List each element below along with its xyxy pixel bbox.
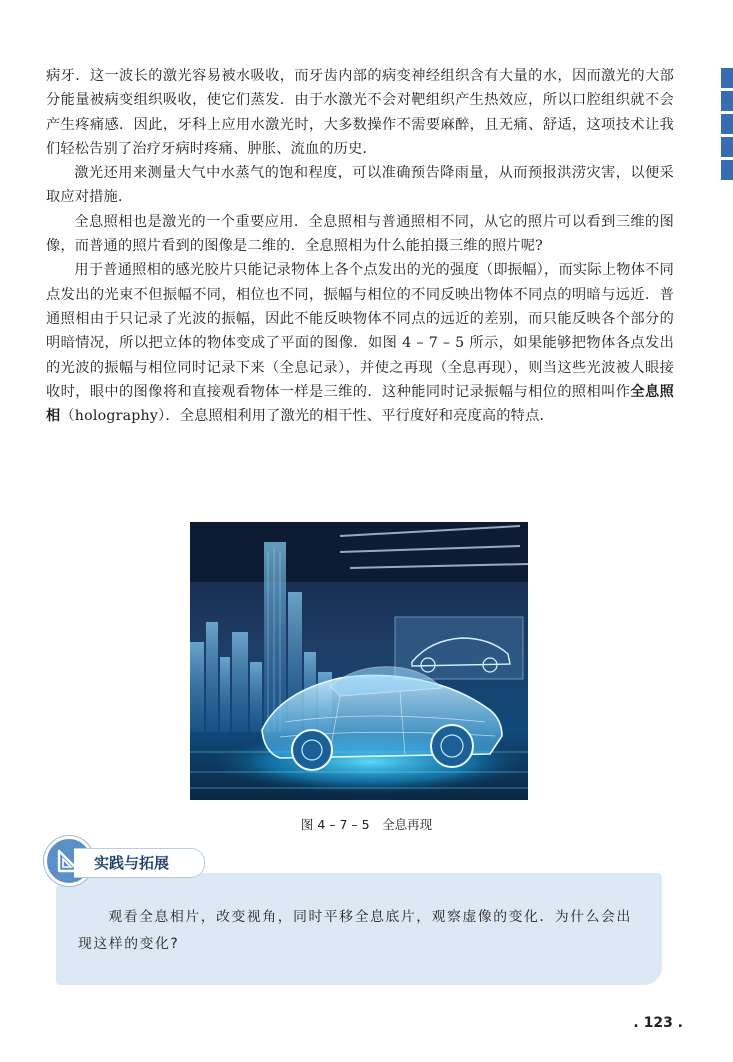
chapter-tab bbox=[721, 91, 733, 111]
figure-caption: 图 4 – 7 – 5 全息再现 bbox=[300, 817, 433, 832]
practice-text bbox=[78, 904, 644, 958]
hologram-car-figure bbox=[190, 522, 528, 800]
paragraph-3: 全息照相也是激光的一个重要应用．全息照相与普通照相不同，从它的照片可以看到三维的图像，而普通的照片看到的图像是二维的．全息照相为什么能拍摄三维的照片呢? bbox=[46, 213, 674, 255]
hologram-illustration bbox=[190, 522, 528, 800]
chapter-tab bbox=[721, 160, 733, 180]
chapter-tab bbox=[721, 114, 733, 134]
chapter-tab bbox=[721, 68, 733, 88]
paragraph-1: 病牙．这一波长的激光容易被水吸收，而牙齿内部的病变神经组织含有大量的水，因而激光的大部分能量被病变组织吸收，使它们蒸发．由于水激光不会对靶组织产生热效应，所以口腔组织就不会产生疼痛感．因此，牙科上应用水激光时，大多数操作不需要麻醉，且无痛、舒适，这项技术让我们轻松告别了治疗牙病时疼痛、肿胀、流血的历史． bbox=[46, 68, 674, 157]
paragraph-4-part-1: 用于普通照相的感光胶片只能记录物体上各个点发出的光的强度（即振幅），而实际上物体不同点发出的光束不但振幅不同，相位也不同，振幅与相位的不同反映出物体不同点的明暗与远近．普通照相由于只记录了光波的振幅，因此不能反映物体不同点的远近的差别，而只能反映各个部分的明暗情况，所以把立体的物体变成了平面的图像．如图 4 – 7 – 5 所示，如果能够把物体各点发出的光波的振幅与相位同时记录下来（全息记录），并使之再现（全息再现），则当这些光波被人眼接收时，眼中的图像将和直接观看物体一样是三维的．这种能同时记录振幅与相位的照相叫作 bbox=[46, 262, 674, 400]
practice-title: 实践与拓展 bbox=[94, 854, 170, 872]
chapter-tab bbox=[721, 137, 733, 157]
body-text bbox=[46, 64, 674, 428]
key-term-holography: 全息照相 bbox=[46, 383, 674, 425]
paragraph-4 bbox=[46, 258, 674, 428]
page-number: . 123 . bbox=[633, 1015, 683, 1031]
chapter-tabs bbox=[721, 68, 733, 183]
practice-question: 观看全息相片，改变视角，同时平移全息底片，观察虚像的变化．为什么会出现这样的变化? bbox=[78, 909, 632, 952]
paragraph-2: 激光还用来测量大气中水蒸气的饱和程度，可以准确预告降雨量，从而预报洪涝灾害，以便采取应对措施． bbox=[46, 165, 674, 206]
practice-header bbox=[44, 836, 204, 882]
paragraph-4-part-2: （holography）．全息照相利用了激光的相干性、平行度好和亮度高的特点． bbox=[60, 408, 554, 425]
